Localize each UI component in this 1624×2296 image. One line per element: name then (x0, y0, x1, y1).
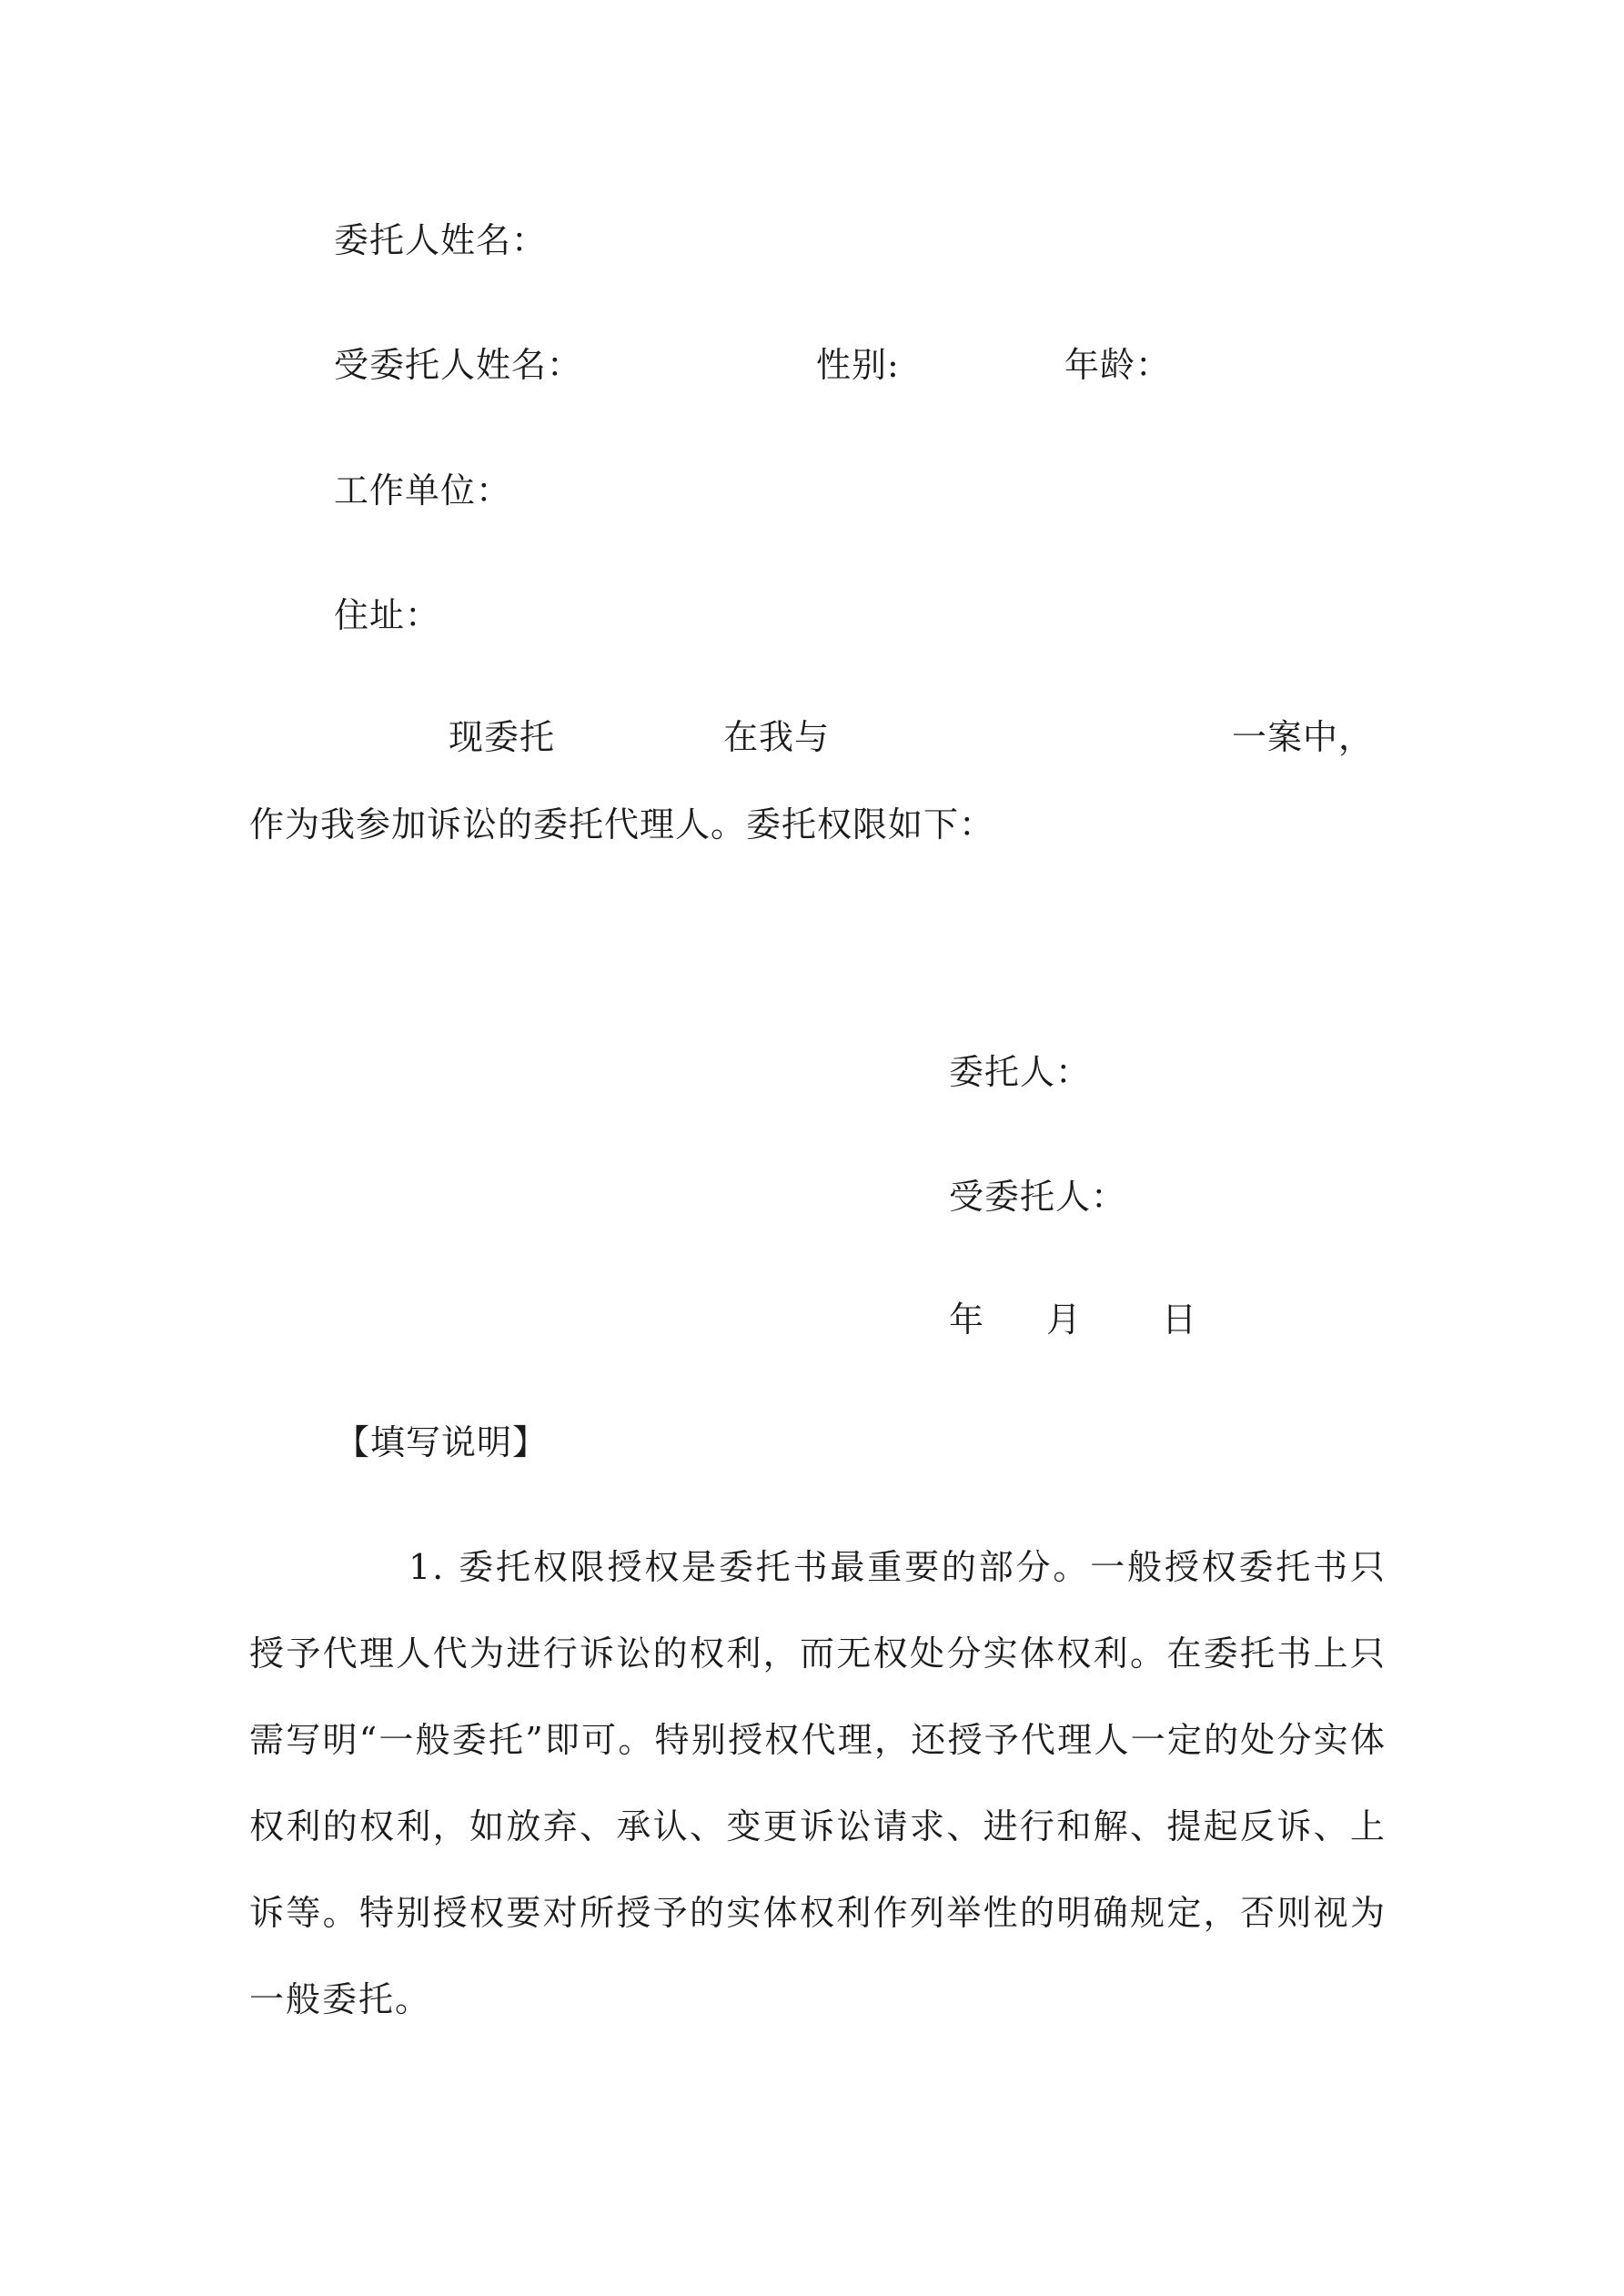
gender-label: 性别: (816, 345, 900, 385)
date-year: 年 (949, 1300, 985, 1340)
entrust-line2: 作为我参加诉讼的委托代理人。委托权限如下： (249, 804, 995, 845)
entrust-part3: 一案中， (1232, 717, 1375, 757)
signature-agent-label: 受委托人： (949, 1177, 1127, 1217)
entrust-part1: 现委托 (449, 717, 556, 757)
date-day: 日 (1162, 1300, 1198, 1340)
entrust-part2: 在我与 (723, 717, 831, 757)
instructions-item-1: 1. 委托权限授权是委托书最重要的部分。一般授权委托书只授予代理人代为进行诉讼的权利，而无权处分实体权利。在委托书上只需写明“一般委托”即可。特别授权代理，还授予代理人一定的处分实体权利的权利，如放弃、承认、变更诉讼请求、进行和解、提起反诉、上诉等。特别授权要对所授予的实体权利作列举性的明确规定，否则视为一般委托。 (249, 1547, 1387, 2019)
date-month: 月 (1046, 1300, 1083, 1340)
instructions-heading: 【填写说明】 (335, 1422, 549, 1462)
address-label: 住址： (334, 595, 441, 635)
signature-principal-label: 委托人： (949, 1052, 1092, 1092)
work-unit-label: 工作单位： (334, 470, 512, 511)
agent-name-label: 受委托人姓名： (334, 345, 583, 385)
age-label: 年龄： (1064, 345, 1172, 385)
principal-name-label: 委托人姓名： (334, 220, 548, 260)
